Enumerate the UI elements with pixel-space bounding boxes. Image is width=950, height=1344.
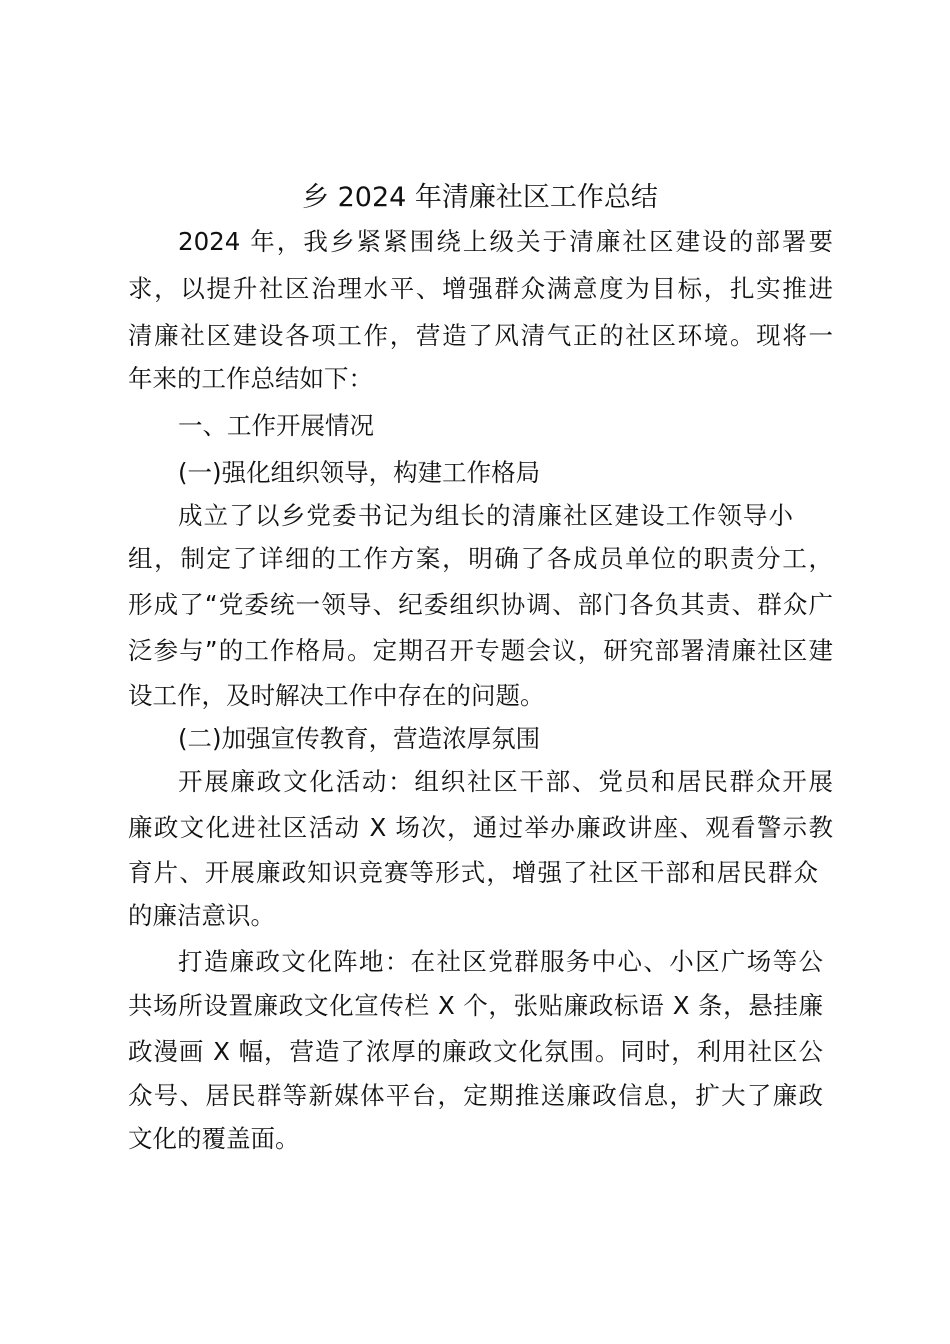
paragraph-line: 育片、开展廉政知识竞赛等形式，增强了社区干部和居民群众 (128, 858, 818, 887)
document-title: 乡 2024 年清廉社区工作总结 (302, 182, 658, 213)
paragraph-line: 成立了以乡党委书记为组长的清廉社区建设工作领导小 (178, 501, 793, 530)
paragraph-line: 廉政文化进社区活动 X 场次，通过举办廉政讲座、观看警示教 (128, 813, 833, 842)
paragraph-line: 2024 年，我乡紧紧围绕上级关于清廉社区建设的部署要 (178, 227, 833, 256)
paragraph-line: 组，制定了详细的工作方案，明确了各成员单位的职责分工， (128, 544, 833, 573)
paragraph-line: 年来的工作总结如下： (128, 364, 373, 393)
paragraph-line: 泛参与”的工作格局。定期召开专题会议，研究部署清廉社区建 (128, 636, 833, 665)
paragraph-line: 的廉洁意识。 (128, 901, 275, 930)
paragraph-line: 形成了“党委统一领导、纪委组织协调、部门各负其责、群众广 (128, 590, 833, 619)
paragraph-line: 共场所设置廉政文化宣传栏 X 个，张贴廉政标语 X 条，悬挂廉 (128, 991, 823, 1020)
paragraph-line: 政漫画 X 幅，营造了浓厚的廉政文化氛围。同时，利用社区公 (128, 1037, 823, 1066)
paragraph-line: 清廉社区建设各项工作，营造了风清气正的社区环境。现将一 (128, 321, 833, 350)
subsection-heading: (二)加强宣传教育，营造浓厚氛围 (178, 724, 541, 753)
paragraph-line: 众号、居民群等新媒体平台，定期推送廉政信息，扩大了廉政 (128, 1081, 823, 1110)
paragraph-line: 文化的覆盖面。 (128, 1124, 300, 1153)
paragraph-line: 求，以提升社区治理水平、增强群众满意度为目标，扎实推进 (128, 274, 833, 303)
paragraph-line: 打造廉政文化阵地：在社区党群服务中心、小区广场等公 (178, 947, 823, 976)
paragraph-line: 开展廉政文化活动：组织社区干部、党员和居民群众开展 (178, 767, 833, 796)
section-heading: 一、工作开展情况 (178, 411, 374, 440)
subsection-heading: (一)强化组织领导，构建工作格局 (178, 458, 541, 487)
paragraph-line: 设工作，及时解决工作中存在的问题。 (128, 681, 545, 710)
